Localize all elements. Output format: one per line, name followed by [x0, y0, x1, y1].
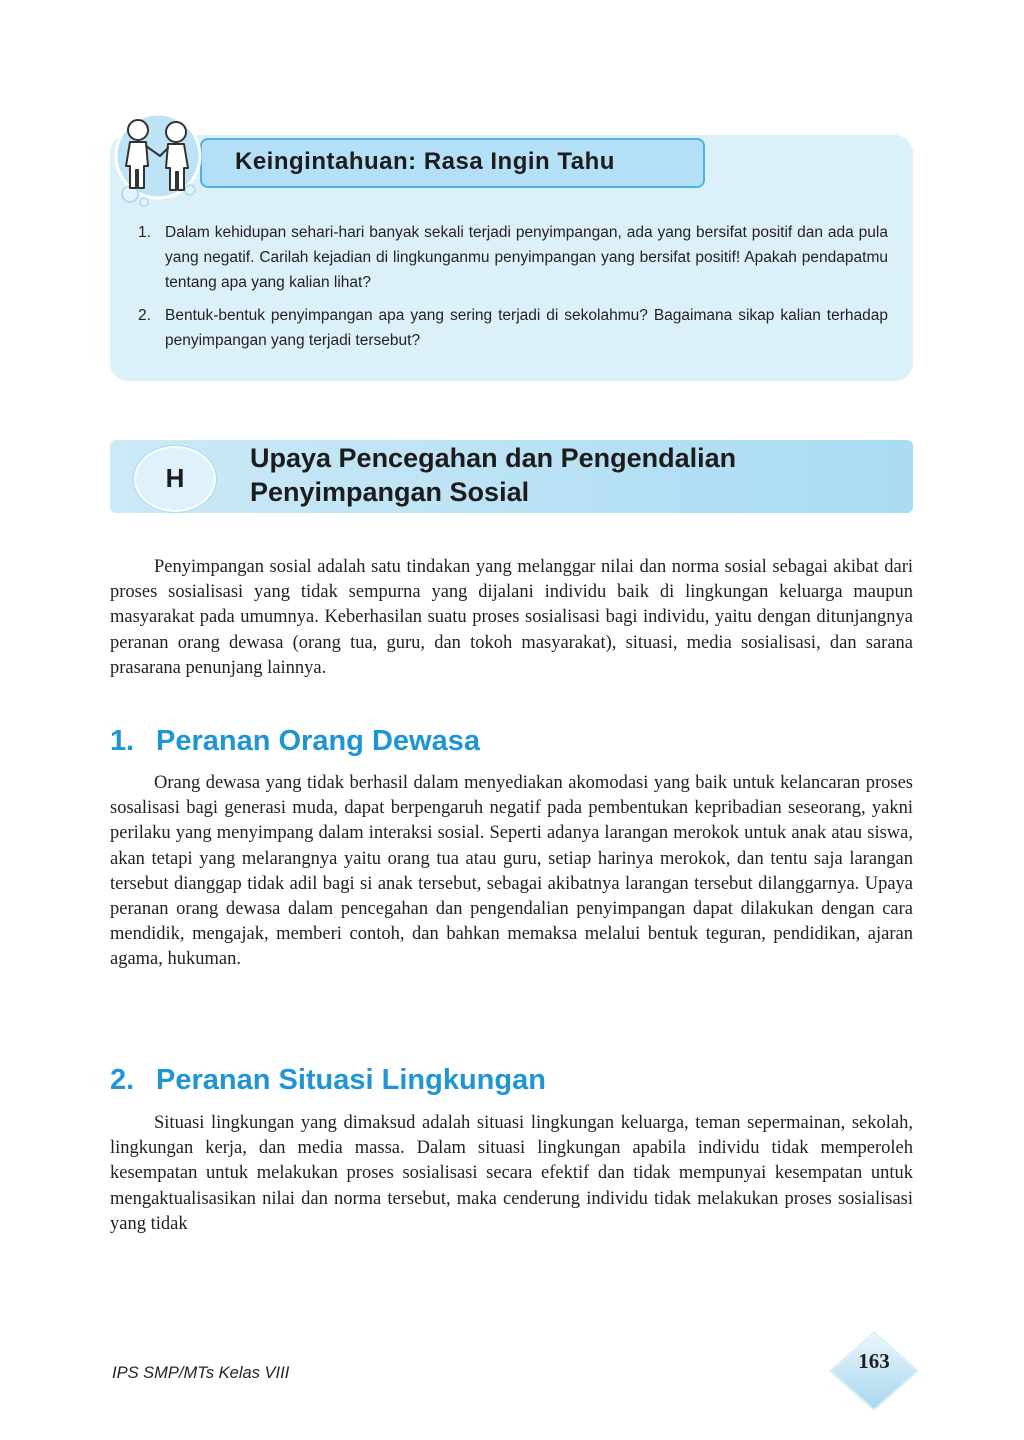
list-item-number: 2. [138, 307, 151, 324]
subsection-number: 2. [110, 1064, 135, 1096]
curiosity-title: Keingintahuan: Rasa Ingin Tahu [235, 148, 615, 175]
intro-paragraph: Penyimpangan sosial adalah satu tindakan yang melanggar nilai dan norma sosial sebagai akibat dari proses sosialisasi yang tidak sempurna yang dijalani individu baik di lingkungan keluarga maupun masyarakat pada umumnya. Keberhasilan suatu proses sosialisasi bagi individu, yaitu dengan ditunjangnya peranan orang dewasa (orang tua, guru, dan tokoh masyarakat), situasi, media sosialisasi, dan sarana prasarana penunjang lainnya. [110, 557, 913, 678]
page-number: 163 [858, 1349, 890, 1373]
subsection-title: Peranan Situasi Lingkungan [156, 1064, 546, 1096]
subsection-title: Peranan Orang Dewasa [156, 725, 480, 757]
list-item [138, 303, 888, 353]
subsection-number: 1. [110, 725, 135, 757]
section-letter: H [165, 463, 185, 493]
list-item-text: Dalam kehidupan sehari-hari banyak sekali terjadi penyimpangan, ada yang bersifat positif dan ada pula yang negatif. Carilah kejadian di lingkunganmu penyimpangan yang bersifat positif! Apakah pendapatmu tentang apa yang kalian lihat? [165, 224, 888, 291]
subsection-heading [110, 1063, 546, 1097]
list-item-text: Bentuk-bentuk penyimpangan apa yang sering terjadi di sekolahmu? Bagaimana sikap kalian terhadap penyimpangan yang terjadi tersebut? [165, 307, 888, 349]
subsection-heading [110, 724, 480, 758]
section-title [250, 441, 890, 509]
list-item [138, 220, 888, 295]
list-item-number: 1. [138, 224, 151, 241]
book-title-footer: IPS SMP/MTs Kelas VIII [112, 1364, 290, 1382]
subsection-paragraph: Situasi lingkungan yang dimaksud adalah situasi lingkungan keluarga, teman sepermainan, sekolah, lingkungan kerja, dan media massa. Dalam situasi lingkungan apabila individu tidak memperoleh kesempatan untuk melakukan proses sosialisasi secara efektif dan tidak mempunyai kesempatan untuk mengaktualisasikan nilai dan norma tersebut, maka cenderung individu tidak melakukan proses sosialisasi yang tidak [110, 1113, 913, 1234]
people-shaking-hands-icon [108, 108, 208, 208]
curiosity-question-list [138, 220, 888, 361]
section-title-line: Penyimpangan Sosial [250, 477, 530, 507]
subsection-paragraph: Orang dewasa yang tidak berhasil dalam menyediakan akomodasi yang baik untuk kelancaran proses sosalisasi bagi generasi muda, dapat berpengaruh negatif pada pembentukan kepribadian seseorang, yakni perilaku yang menyimpang dalam interaksi sosial. Seperti adanya larangan merokok untuk anak atau siswa, akan tetapi yang melarangnya yaitu orang tua atau guru, setiap harinya merokok, dan tentu saja larangan tersebut dianggap tidak adil bagi si anak tersebut, sebagai akibatnya larangan tersebut dilanggarnya. Upaya peranan orang dewasa dalam pencegahan dan pengendalian penyimpangan dapat dilakukan dengan cara mendidik, mengajak, memberi contoh, dan bahkan memaksa melalui bentuk teguran, pendidikan, ajaran agama, hukuman. [110, 773, 913, 970]
section-title-line: Upaya Pencegahan dan Pengendalian [250, 443, 737, 473]
